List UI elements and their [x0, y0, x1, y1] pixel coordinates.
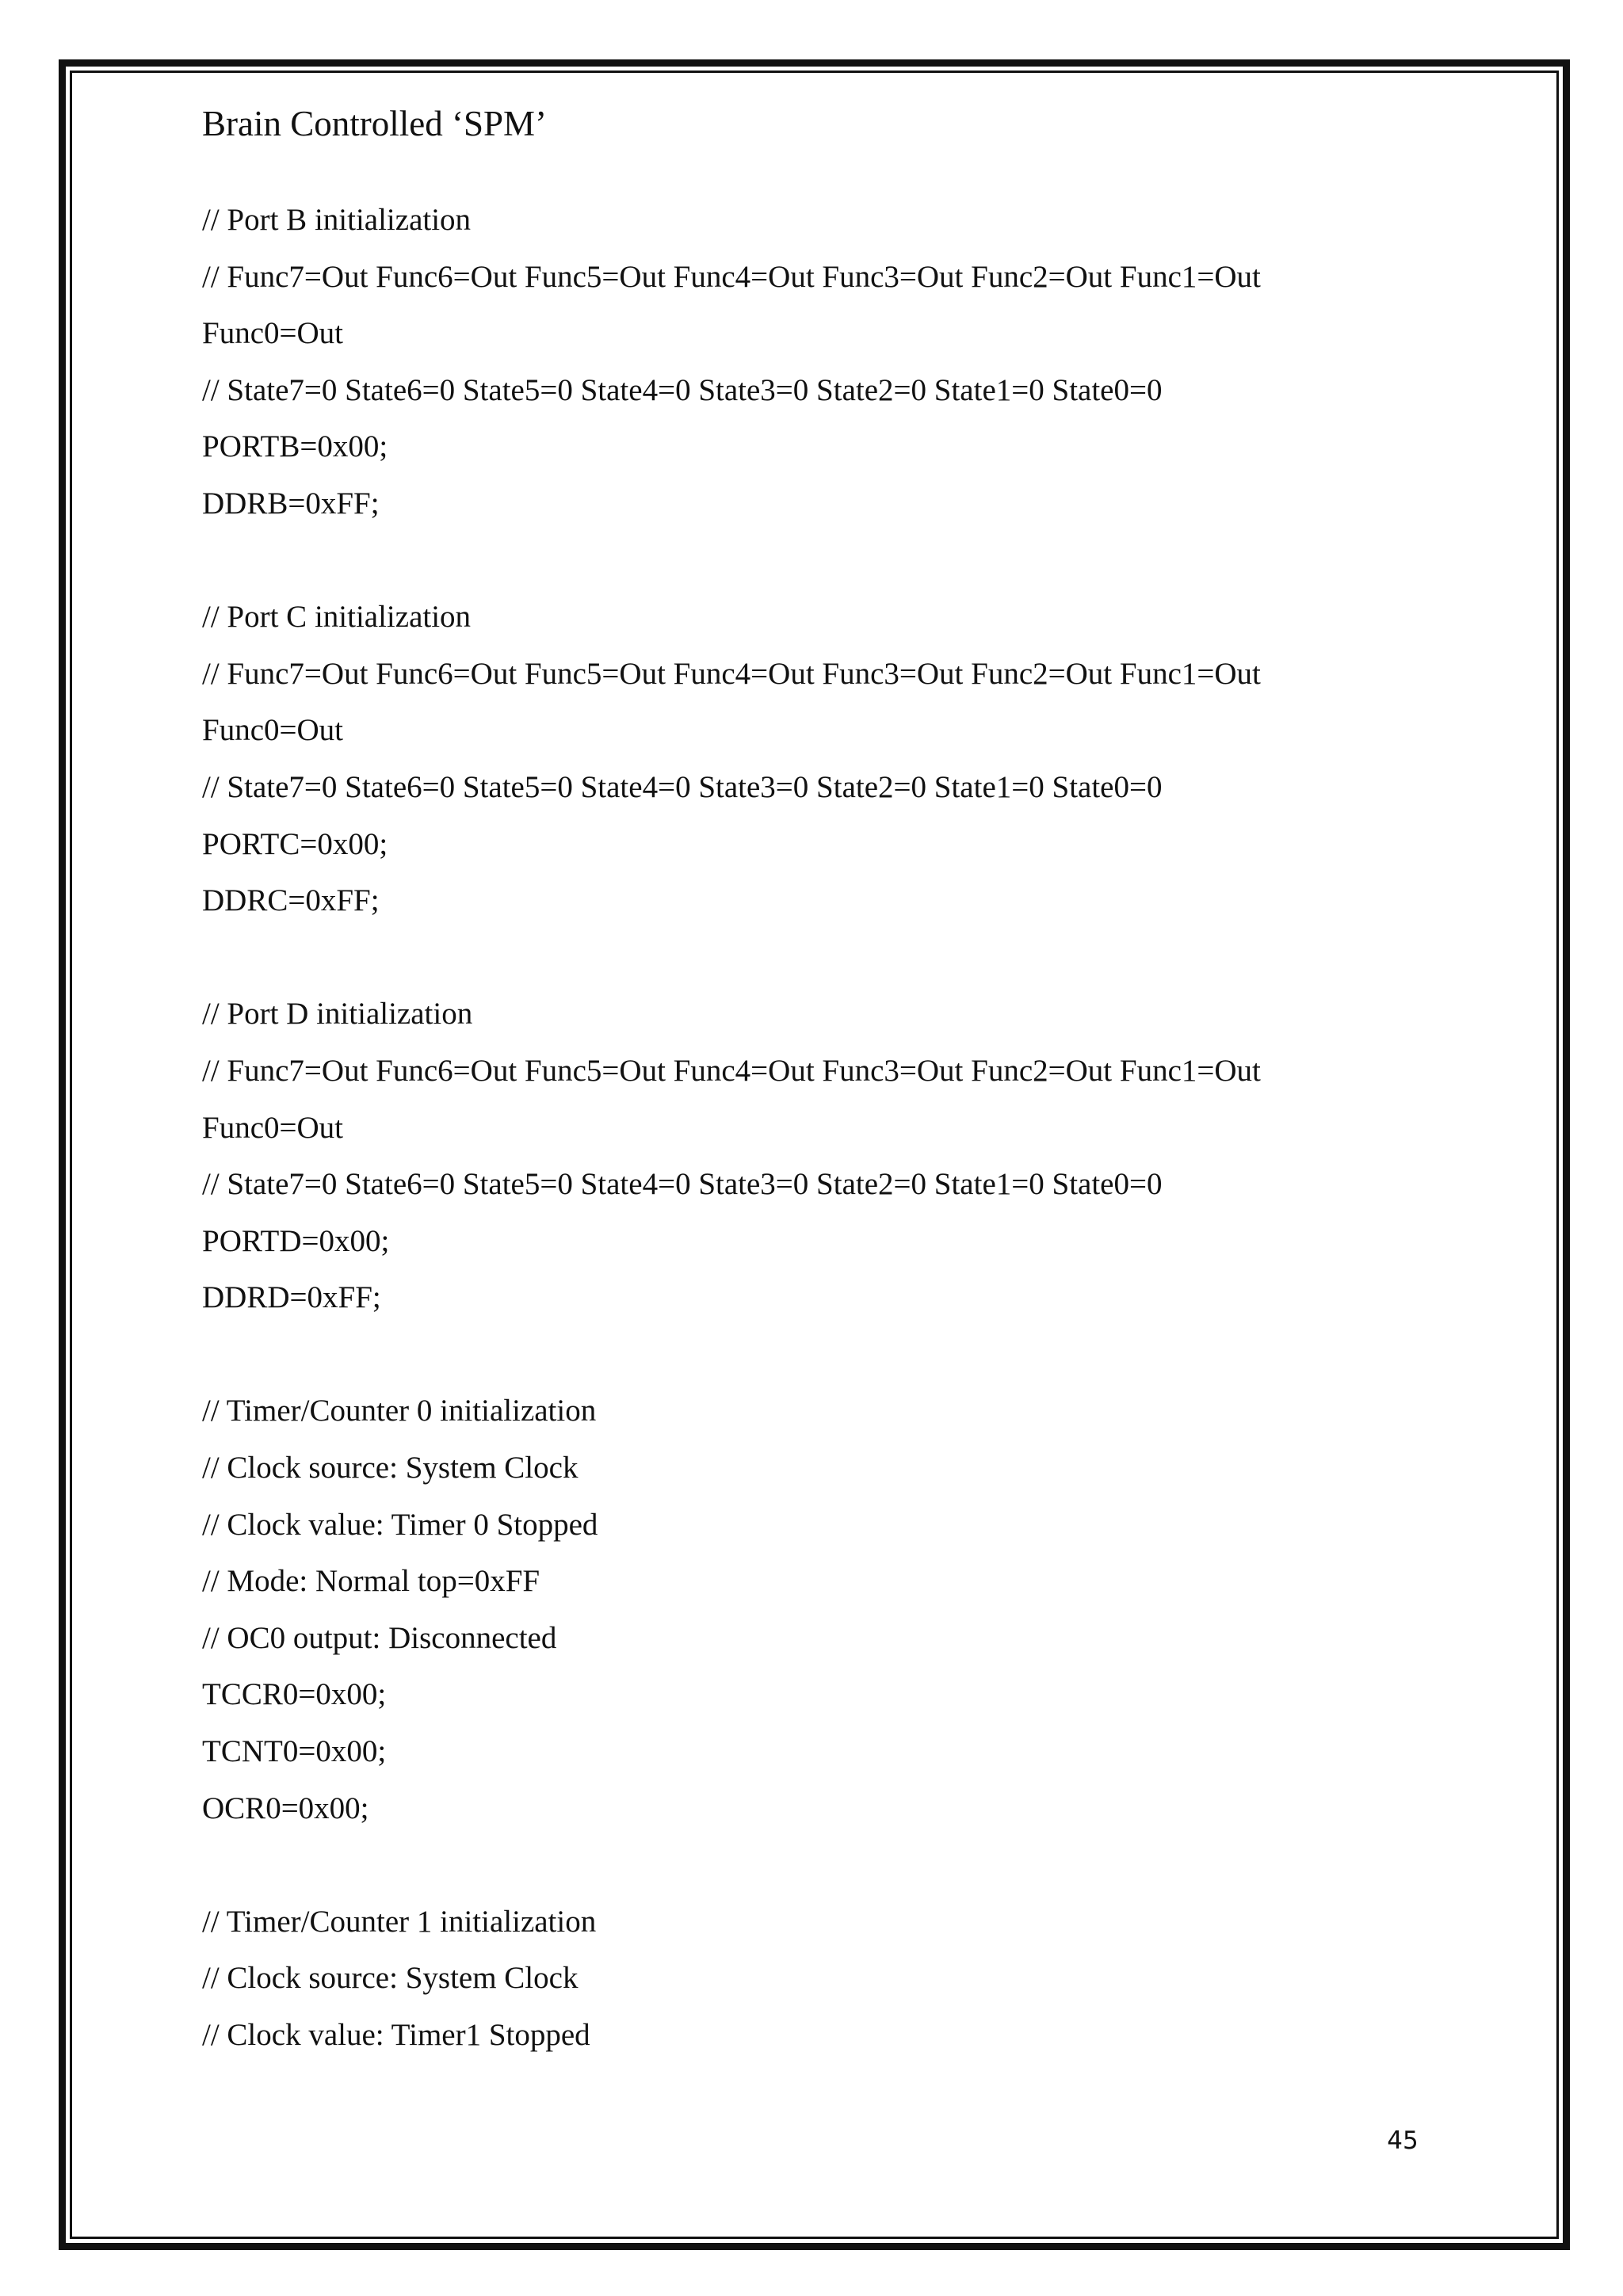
code-line: PORTB=0x00;: [202, 429, 388, 464]
code-line: // Clock value: Timer1 Stopped: [202, 2018, 590, 2052]
code-line: // Clock value: Timer 0 Stopped: [202, 1507, 598, 1542]
code-line: // Port B initialization: [202, 203, 472, 237]
code-line: Func0=Out: [202, 1110, 343, 1145]
code-line: // OC0 output: Disconnected: [202, 1620, 557, 1655]
code-line: // Port D initialization: [202, 997, 473, 1032]
code-line: // Clock source: System Clock: [202, 1451, 579, 1486]
blank-line: [202, 936, 1438, 993]
code-line: PORTD=0x00;: [202, 1223, 390, 1258]
code-line: // State7=0 State6=0 State5=0 State4=0 State3=0 State2=0 State1=0 State0=0: [202, 1167, 1163, 1202]
code-line: // Func7=Out Func6=Out Func5=Out Func4=Out Func3=Out Func2=Out Func1=Out: [202, 656, 1261, 691]
code-listing: [202, 198, 1438, 2070]
code-line: DDRD=0xFF;: [202, 1280, 381, 1315]
code-line: DDRC=0xFF;: [202, 883, 380, 918]
code-line: // Func7=Out Func6=Out Func5=Out Func4=Out Func3=Out Func2=Out Func1=Out: [202, 1053, 1261, 1088]
code-line: OCR0=0x00;: [202, 1791, 369, 1825]
code-line: // Clock source: System Clock: [202, 1961, 579, 1996]
code-line: PORTC=0x00;: [202, 826, 388, 861]
code-line: // Port C initialization: [202, 600, 472, 635]
code-line: // Timer/Counter 1 initialization: [202, 1904, 597, 1939]
code-line: // Func7=Out Func6=Out Func5=Out Func4=Out Func3=Out Func2=Out Func1=Out: [202, 259, 1261, 294]
blank-line: [202, 1843, 1438, 1900]
code-line: TCNT0=0x00;: [202, 1734, 387, 1769]
blank-line: [202, 539, 1438, 596]
code-line: // Mode: Normal top=0xFF: [202, 1564, 540, 1599]
code-line: Func0=Out: [202, 316, 343, 351]
code-line: // Timer/Counter 0 initialization: [202, 1394, 597, 1428]
page-header-title: Brain Controlled ‘SPM’: [202, 104, 547, 143]
blank-line: [202, 1333, 1438, 1390]
code-line: DDRB=0xFF;: [202, 486, 380, 521]
page-number: 45: [1387, 2126, 1419, 2155]
code-line: // State7=0 State6=0 State5=0 State4=0 State3=0 State2=0 State1=0 State0=0: [202, 372, 1163, 407]
code-line: Func0=Out: [202, 713, 343, 748]
code-line: // State7=0 State6=0 State5=0 State4=0 State3=0 State2=0 State1=0 State0=0: [202, 769, 1163, 804]
code-line: TCCR0=0x00;: [202, 1677, 387, 1712]
